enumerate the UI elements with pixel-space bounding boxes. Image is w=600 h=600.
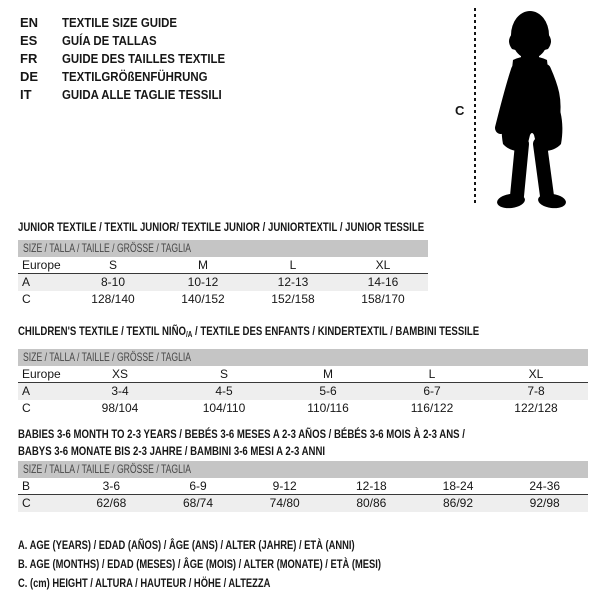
lang-code: FR bbox=[20, 51, 38, 66]
age-cell: 3-4 bbox=[111, 384, 129, 398]
title-subscript: /A bbox=[185, 330, 193, 339]
height-cell: 98/104 bbox=[101, 401, 139, 415]
age-cell: 10-12 bbox=[187, 275, 219, 289]
age-cell: 6-7 bbox=[423, 384, 441, 398]
row-label: A bbox=[22, 384, 31, 398]
age-cell: 12-13 bbox=[277, 275, 309, 289]
lang-code: ES bbox=[20, 33, 38, 48]
size-cell: M bbox=[323, 367, 333, 381]
height-cell: 158/170 bbox=[361, 292, 405, 306]
size-cell: L bbox=[428, 367, 436, 381]
lang-code: EN bbox=[20, 15, 39, 30]
row-label: Europe bbox=[22, 258, 61, 272]
legend-footnotes bbox=[18, 536, 483, 593]
height-cell: 122/128 bbox=[514, 401, 558, 415]
lang-label: GUÍA DE TALLAS bbox=[62, 33, 157, 48]
age-cell: 14-16 bbox=[367, 275, 399, 289]
size-cell: XL bbox=[375, 258, 391, 272]
table-row-age bbox=[18, 274, 428, 291]
size-header-bar: SIZE / TALLA / TAILLE / GRÖSSE / TAGLIA bbox=[18, 461, 588, 478]
table-row-height bbox=[18, 400, 588, 417]
babies-section-title: BABIES 3-6 MONTH TO 2-3 YEARS / BEBÉS 3-6 MESES A 2-3 AÑOS / BÉBÉS 3-6 MOIS À 2-3 ANS / BABYS 3-6 MONATE BIS 2-3 JAHRE / BAMBINI 3-6 MESI A 2-3 ANNI bbox=[18, 427, 465, 458]
height-cell: 62/68 bbox=[96, 496, 127, 510]
table-row-height bbox=[18, 495, 588, 512]
age-cell: 4-5 bbox=[215, 384, 233, 398]
lang-row-fr bbox=[20, 50, 247, 68]
row-label: Europe bbox=[22, 367, 61, 381]
baby-silhouette-icon bbox=[480, 2, 600, 219]
lang-code: DE bbox=[20, 69, 39, 84]
height-cell: 92/98 bbox=[529, 496, 560, 510]
table-row-age bbox=[18, 383, 588, 400]
age-cell: 7-8 bbox=[527, 384, 545, 398]
lang-code: IT bbox=[20, 87, 32, 102]
height-cell: 140/152 bbox=[181, 292, 225, 306]
lang-row-en bbox=[20, 14, 247, 32]
lang-label: GUIDE DES TAILLES TEXTILE bbox=[62, 51, 226, 66]
height-cell: 74/80 bbox=[269, 496, 300, 510]
row-label: B bbox=[22, 479, 31, 493]
size-cell: L bbox=[289, 258, 297, 272]
size-header-bar: SIZE / TALLA / TAILLE / GRÖSSE / TAGLIA bbox=[18, 349, 588, 366]
size-cell: XS bbox=[111, 367, 128, 381]
age-cell: 6-9 bbox=[189, 479, 207, 493]
language-header bbox=[20, 14, 247, 104]
babies-size-table bbox=[18, 461, 588, 512]
row-label: C bbox=[22, 292, 31, 306]
children-section-title: CHILDREN'S TEXTILE / TEXTIL NIÑO/A / TEXTILE DES ENFANTS / KINDERTEXTIL / BAMBINI TESSILE bbox=[18, 324, 480, 339]
lang-label: TEXTILGRÖßENFÜHRUNG bbox=[62, 69, 208, 84]
height-cell: 116/122 bbox=[410, 401, 454, 415]
junior-section-title: JUNIOR TEXTILE / TEXTIL JUNIOR/ TEXTILE JUNIOR / JUNIORTEXTIL / JUNIOR TESSILE bbox=[18, 220, 425, 234]
height-cell: 128/140 bbox=[91, 292, 135, 306]
lang-row-es bbox=[20, 32, 247, 50]
lang-label: GUIDA ALLE TAGLIE TESSILI bbox=[62, 87, 222, 102]
size-cell: M bbox=[198, 258, 208, 272]
height-measure-label: C bbox=[455, 103, 465, 118]
row-label: A bbox=[22, 275, 31, 289]
height-measure-dashed-line bbox=[474, 8, 476, 206]
size-cell: XL bbox=[528, 367, 544, 381]
age-cell: 12-18 bbox=[356, 479, 387, 493]
age-cell: 18-24 bbox=[442, 479, 474, 493]
age-cell: 8-10 bbox=[100, 275, 126, 289]
age-cell: 24-36 bbox=[529, 479, 561, 493]
footnote-a: A. AGE (YEARS) / EDAD (AÑOS) / ÂGE (ANS) / ALTER (JAHRE) / ETÀ (ANNI) bbox=[18, 538, 355, 552]
children-size-table bbox=[18, 349, 588, 417]
height-cell: 152/158 bbox=[271, 292, 315, 306]
footnote-b: B. AGE (MONTHS) / EDAD (MESES) / ÂGE (MOIS) / ALTER (MONATE) / ETÀ (MESI) bbox=[18, 557, 381, 571]
size-cell: S bbox=[219, 367, 228, 381]
height-cell: 110/116 bbox=[307, 401, 349, 415]
lang-row-de bbox=[20, 68, 247, 86]
height-cell: 104/110 bbox=[202, 401, 246, 415]
height-cell: 86/92 bbox=[443, 496, 474, 510]
height-cell: 68/74 bbox=[182, 496, 214, 510]
lang-label: TEXTILE SIZE GUIDE bbox=[62, 15, 178, 30]
table-row-height bbox=[18, 291, 428, 308]
lang-row-it bbox=[20, 86, 247, 104]
footnote-c: C. (cm) HEIGHT / ALTURA / HAUTEUR / HÖHE / ALTEZZA bbox=[18, 576, 271, 590]
height-cell: 80/86 bbox=[356, 496, 387, 510]
age-cell: 9-12 bbox=[272, 479, 297, 493]
junior-size-table bbox=[18, 240, 428, 308]
table-row-europe bbox=[18, 366, 588, 383]
table-row-months bbox=[18, 478, 588, 495]
age-cell: 5-6 bbox=[319, 384, 337, 398]
row-label: C bbox=[22, 496, 31, 510]
size-header-bar: SIZE / TALLA / TAILLE / GRÖSSE / TAGLIA bbox=[18, 240, 428, 257]
row-label: C bbox=[22, 401, 31, 415]
age-cell: 3-6 bbox=[102, 479, 120, 493]
table-row-europe bbox=[18, 257, 428, 274]
size-cell: S bbox=[108, 258, 117, 272]
